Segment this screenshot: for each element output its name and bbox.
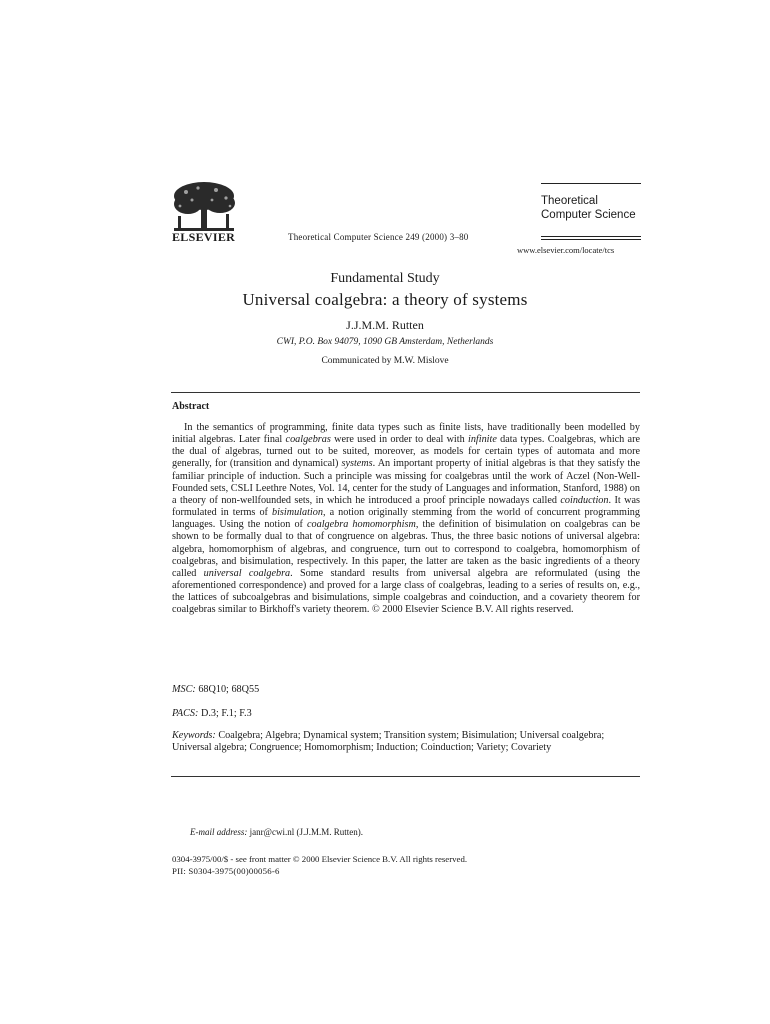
abstract-text: data types. Coalgebras, which are the dual of algebras, turned out to be suited, moreover, as models for certain types of automata and more generally, for (transition and dynamical) [172,434,640,470]
abstract-heading: Abstract [172,401,210,412]
article-title: Universal coalgebra: a theory of systems [242,290,528,309]
journal-name-line1: Theoretical [541,195,598,207]
msc-codes [172,684,259,695]
abstract-emphasis: coinduction [560,494,609,506]
publisher-name: ELSEVIER [172,230,236,244]
abstract-text: In the semantics of programming, finite data types such as finite lists, have traditionally been modelled by initial algebras. Later final [172,422,640,446]
abstract-emphasis: bisimulation [272,507,323,519]
divider-rule [171,392,640,393]
divider-rule [171,776,640,777]
abstract-text: , the definition of bisimulation on coalgebras can be shown to be formally dual to that of congruence on algebras. Thus, the three basic notions of universal algebra: algebra, homomorphism of algebras, and congruence, turn out to correspond to coalgebra, homomorphism of coalgebras, and bisimulation, respectively. In this paper, the latter are taken as the basic ingredients of a theory called [172,519,641,579]
journal-url[interactable]: www.elsevier.com/locate/tcs [517,245,615,255]
pacs-label: PACS: [172,708,199,719]
abstract-emphasis: coalgebras [285,434,331,446]
abstract-emphasis: infinite [467,434,497,446]
journal-citation: Theoretical Computer Science 249 (2000) 3–80 [288,232,469,242]
abstract-text: . It was formulated in terms of [172,494,640,519]
msc-label: MSC: [172,684,196,695]
abstract-text: were used in order to deal with [330,434,468,446]
email-label: E-mail address: [190,827,248,837]
elsevier-tree-logo-icon [168,178,240,236]
journal-masthead [541,183,641,222]
copyright-notice: 0304-3975/00/$ - see front matter © 2000 Elsevier Science B.V. All rights reserved. [172,854,468,864]
abstract-text: . An important property of initial algebras is that they satisfy the familiar principle of induction. Such a principle was missing for coalgebras until the work of Aczel (Non-Well-Founded sets, CSLI Leethre Notes, Vol. 14, center for the study of Languages and information, Stanford, 1988) on a theory of non-wellfounded sets, in which he introduced a proof principle nowadays called [172,458,640,506]
author-affiliation: CWI, P.O. Box 94079, 1090 GB Amsterdam, Netherlands [276,337,494,347]
abstract-text: . Some standard results from universal algebra are reformulated (using the aforementioned correspondence) and proved for a large class of coalgebras, leading to a series of results on, e.g., the lattices of subcoalgebras and bisimulations, simple coalgebras and coinduction, and a covariety theorem for coalgebras similar to Birkhoff's variety theorem. © 2000 Elsevier Science B.V. All rights reserved. [172,567,640,616]
pii-identifier: PII: S0304-3975(00)00056-6 [172,866,280,876]
msc-value: 68Q10; 68Q55 [198,684,260,695]
abstract-emphasis: universal coalgebra [203,567,291,579]
pacs-value: D.3; F.1; F.3 [200,708,252,719]
pacs-codes [172,708,252,719]
author-email [190,827,363,837]
journal-name [541,194,641,222]
article-type: Fundamental Study [330,271,440,286]
keywords-label: Keywords: [172,730,216,741]
keywords [172,730,640,754]
abstract-emphasis: systems [341,458,373,470]
abstract-body [172,422,640,617]
communicated-by: Communicated by M.W. Mislove [321,356,449,366]
masthead-double-rule [541,236,641,242]
abstract-emphasis: coalgebra homomorphism [307,519,416,531]
keywords-value: Coalgebra; Algebra; Dynamical system; Transition system; Bisimulation; Universal coalgebra; Universal algebra; Congruence; Homomorphism; Induction; Coinduction; Variety; Covariety [172,730,605,754]
abstract-text: , a notion originally stemming from the world of concurrent programming languages. Using the notion of [172,507,640,531]
masthead-rule [541,183,641,184]
author-name: J.J.M.M. Rutten [346,318,424,332]
journal-name-line2: Computer Science [541,209,636,221]
email-value[interactable]: janr@cwi.nl (J.J.M.M. Rutten). [249,827,363,837]
